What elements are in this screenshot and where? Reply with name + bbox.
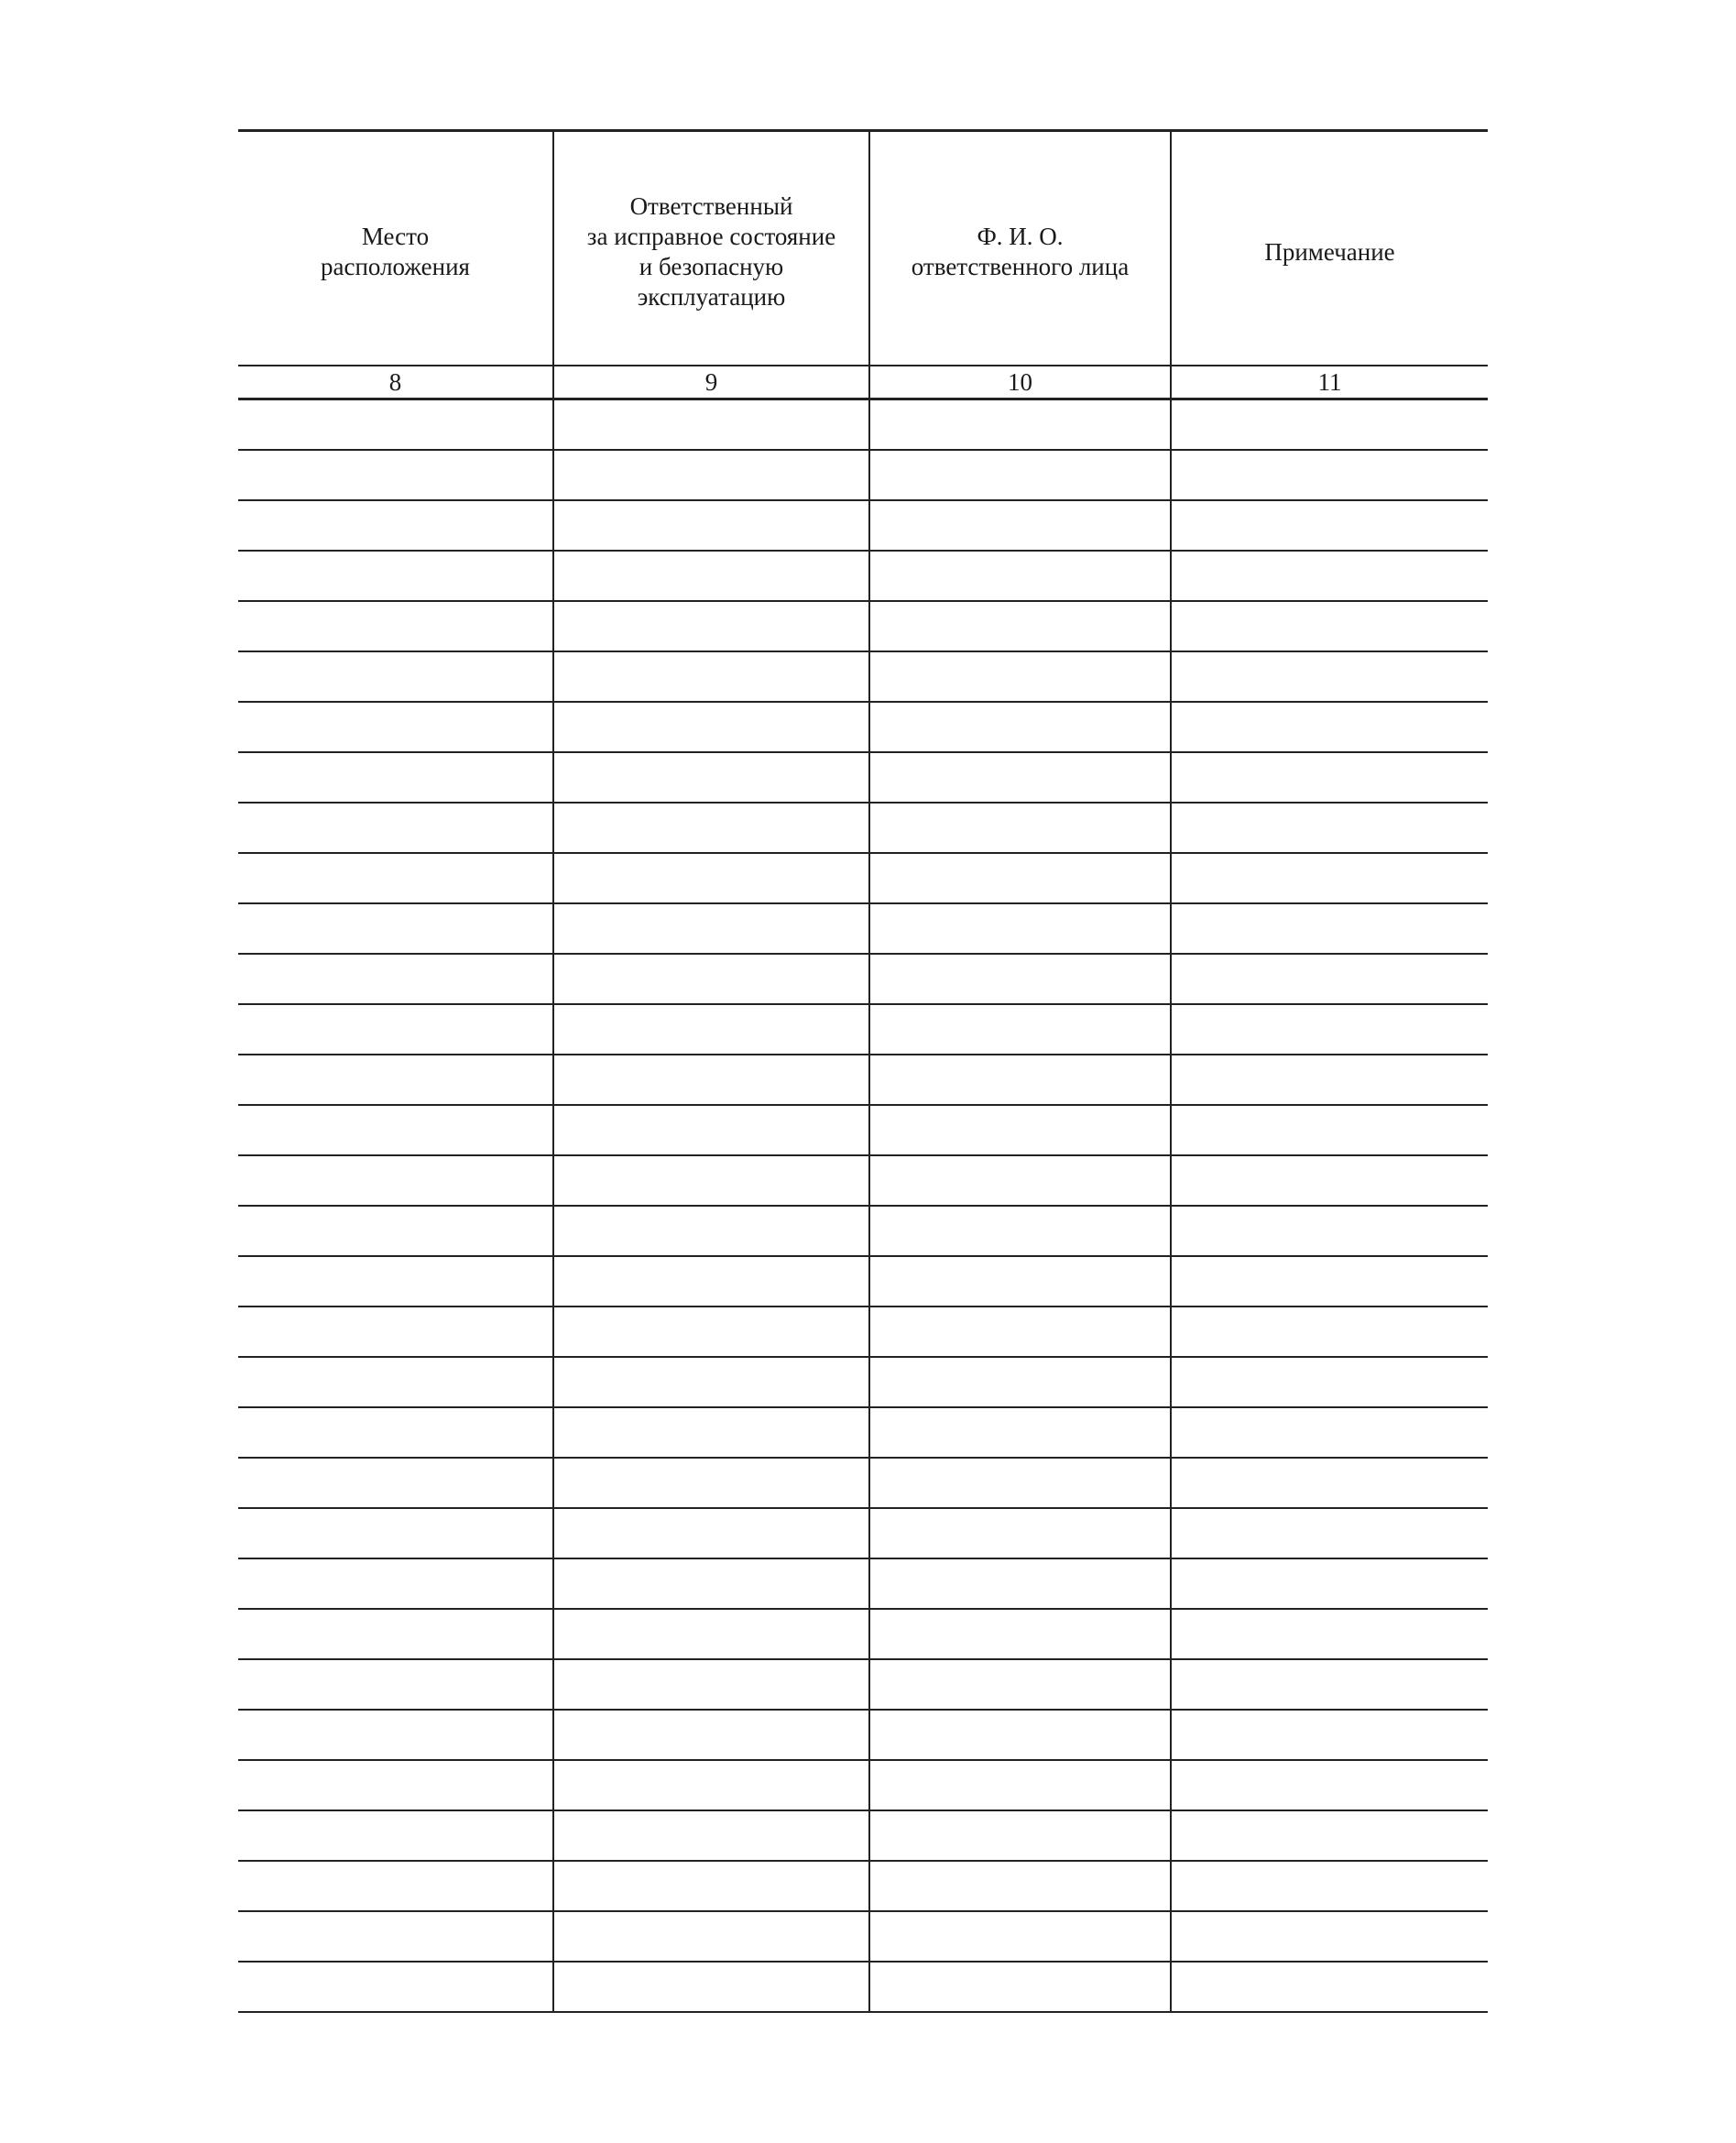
table-row [238, 903, 1488, 954]
table-cell[interactable] [553, 1911, 869, 1962]
table-cell[interactable] [1171, 1105, 1488, 1155]
table-cell[interactable] [553, 803, 869, 853]
register-body [238, 399, 1488, 2013]
table-cell[interactable] [869, 1558, 1171, 1609]
table-cell[interactable] [869, 1458, 1171, 1508]
table-row [238, 803, 1488, 853]
table-cell[interactable] [1171, 853, 1488, 903]
table-cell[interactable] [869, 1609, 1171, 1659]
table-cell[interactable] [238, 1105, 553, 1155]
table-cell[interactable] [869, 1004, 1171, 1055]
table-cell[interactable] [238, 702, 553, 752]
table-cell[interactable] [1171, 702, 1488, 752]
table-cell[interactable] [553, 1508, 869, 1558]
column-number: 10 [869, 366, 1171, 399]
table-cell[interactable] [1171, 1810, 1488, 1861]
table-cell[interactable] [869, 1508, 1171, 1558]
table-cell[interactable] [238, 1609, 553, 1659]
table-cell[interactable] [1171, 1407, 1488, 1458]
table-row [238, 1659, 1488, 1710]
register-table [238, 129, 1488, 2013]
table-cell[interactable] [238, 1307, 553, 1357]
table-cell[interactable] [553, 1962, 869, 2012]
table-row [238, 1155, 1488, 1206]
table-cell[interactable] [1171, 1055, 1488, 1105]
table-cell[interactable] [238, 1206, 553, 1256]
table-cell[interactable] [1171, 500, 1488, 551]
table-cell[interactable] [238, 1458, 553, 1508]
table-row [238, 601, 1488, 651]
column-number: 8 [238, 366, 553, 399]
column-header-location: Место расположения [238, 131, 553, 366]
table-cell[interactable] [869, 1206, 1171, 1256]
table-cell[interactable] [869, 1155, 1171, 1206]
table-row [238, 1055, 1488, 1105]
table-row [238, 954, 1488, 1004]
table-cell[interactable] [1171, 803, 1488, 853]
table-cell[interactable] [1171, 1911, 1488, 1962]
table-cell[interactable] [1171, 1760, 1488, 1810]
table-cell[interactable] [553, 1861, 869, 1911]
table-cell[interactable] [553, 1407, 869, 1458]
table-cell[interactable] [1171, 1710, 1488, 1760]
table-cell[interactable] [869, 853, 1171, 903]
table-cell[interactable] [869, 500, 1171, 551]
table-cell[interactable] [238, 1256, 553, 1307]
table-cell[interactable] [1171, 752, 1488, 803]
table-cell[interactable] [238, 399, 553, 451]
table-cell[interactable] [1171, 1307, 1488, 1357]
table-cell[interactable] [1171, 903, 1488, 954]
table-cell[interactable] [238, 803, 553, 853]
table-cell[interactable] [1171, 450, 1488, 500]
table-row [238, 399, 1488, 451]
table-cell[interactable] [553, 601, 869, 651]
table-cell[interactable] [1171, 1861, 1488, 1911]
table-cell[interactable] [869, 1911, 1171, 1962]
table-cell[interactable] [869, 1710, 1171, 1760]
register-page [238, 129, 1488, 2013]
table-cell[interactable] [1171, 1962, 1488, 2012]
column-number-row [238, 366, 1488, 399]
table-cell[interactable] [553, 1155, 869, 1206]
table-row [238, 1911, 1488, 1962]
table-cell[interactable] [869, 1307, 1171, 1357]
table-cell[interactable] [869, 1256, 1171, 1307]
table-cell[interactable] [1171, 1508, 1488, 1558]
table-cell[interactable] [1171, 1659, 1488, 1710]
table-cell[interactable] [238, 1911, 553, 1962]
table-cell[interactable] [238, 1357, 553, 1407]
table-cell[interactable] [238, 903, 553, 954]
table-row [238, 1105, 1488, 1155]
table-cell[interactable] [553, 1357, 869, 1407]
table-cell[interactable] [553, 1105, 869, 1155]
table-cell[interactable] [869, 702, 1171, 752]
table-cell[interactable] [869, 1760, 1171, 1810]
table-cell[interactable] [238, 752, 553, 803]
table-cell[interactable] [553, 752, 869, 803]
table-cell[interactable] [553, 399, 869, 451]
table-cell[interactable] [869, 752, 1171, 803]
table-cell[interactable] [553, 1659, 869, 1710]
table-row [238, 1558, 1488, 1609]
table-cell[interactable] [869, 1055, 1171, 1105]
table-cell[interactable] [1171, 1558, 1488, 1609]
table-row [238, 1407, 1488, 1458]
table-cell[interactable] [238, 1407, 553, 1458]
table-row [238, 853, 1488, 903]
table-cell[interactable] [553, 1710, 869, 1760]
table-cell[interactable] [238, 450, 553, 500]
table-cell[interactable] [869, 450, 1171, 500]
table-cell[interactable] [1171, 651, 1488, 702]
table-row [238, 1609, 1488, 1659]
table-cell[interactable] [869, 1962, 1171, 2012]
table-cell[interactable] [553, 853, 869, 903]
table-cell[interactable] [553, 1206, 869, 1256]
table-cell[interactable] [553, 903, 869, 954]
column-number: 11 [1171, 366, 1488, 399]
table-cell[interactable] [553, 954, 869, 1004]
table-row [238, 1206, 1488, 1256]
table-cell[interactable] [238, 1962, 553, 2012]
table-cell[interactable] [238, 853, 553, 903]
table-cell[interactable] [553, 1004, 869, 1055]
table-row [238, 1004, 1488, 1055]
table-cell[interactable] [553, 1256, 869, 1307]
table-row [238, 1458, 1488, 1508]
table-cell[interactable] [1171, 1458, 1488, 1508]
column-header-note: Примечание [1171, 131, 1488, 366]
table-row [238, 1256, 1488, 1307]
table-cell[interactable] [869, 1357, 1171, 1407]
table-cell[interactable] [869, 903, 1171, 954]
table-row [238, 1810, 1488, 1861]
header-row [238, 131, 1488, 366]
table-cell[interactable] [553, 651, 869, 702]
table-cell[interactable] [238, 1810, 553, 1861]
table-cell[interactable] [869, 399, 1171, 451]
table-cell[interactable] [238, 601, 553, 651]
table-cell[interactable] [869, 803, 1171, 853]
table-cell[interactable] [553, 551, 869, 601]
table-cell[interactable] [553, 702, 869, 752]
table-cell[interactable] [238, 1659, 553, 1710]
table-row [238, 651, 1488, 702]
table-cell[interactable] [1171, 1206, 1488, 1256]
table-cell[interactable] [869, 551, 1171, 601]
table-cell[interactable] [553, 1307, 869, 1357]
table-cell[interactable] [1171, 1357, 1488, 1407]
table-cell[interactable] [553, 450, 869, 500]
table-cell[interactable] [869, 1659, 1171, 1710]
table-cell[interactable] [869, 1407, 1171, 1458]
table-cell[interactable] [238, 1710, 553, 1760]
column-header-responsible: Ответственный за исправное состояние и безопасную эксплуатацию [553, 131, 869, 366]
table-cell[interactable] [238, 1508, 553, 1558]
table-cell[interactable] [553, 500, 869, 551]
table-row [238, 752, 1488, 803]
table-cell[interactable] [238, 1861, 553, 1911]
table-cell[interactable] [553, 1558, 869, 1609]
table-row [238, 500, 1488, 551]
table-cell[interactable] [869, 1861, 1171, 1911]
table-row [238, 1307, 1488, 1357]
table-row [238, 1710, 1488, 1760]
table-cell[interactable] [1171, 1609, 1488, 1659]
table-cell[interactable] [238, 1004, 553, 1055]
column-header-full-name: Ф. И. О. ответственного лица [869, 131, 1171, 366]
table-cell[interactable] [238, 500, 553, 551]
column-number: 9 [553, 366, 869, 399]
table-cell[interactable] [238, 1760, 553, 1810]
table-cell[interactable] [1171, 954, 1488, 1004]
table-cell[interactable] [869, 1810, 1171, 1861]
table-cell[interactable] [1171, 1004, 1488, 1055]
table-row [238, 1508, 1488, 1558]
table-row [238, 1760, 1488, 1810]
table-cell[interactable] [1171, 551, 1488, 601]
table-row [238, 1861, 1488, 1911]
table-row [238, 551, 1488, 601]
table-cell[interactable] [553, 1760, 869, 1810]
table-cell[interactable] [553, 1055, 869, 1105]
table-cell[interactable] [869, 651, 1171, 702]
table-cell[interactable] [238, 954, 553, 1004]
table-cell[interactable] [869, 1105, 1171, 1155]
table-cell[interactable] [869, 601, 1171, 651]
table-cell[interactable] [238, 551, 553, 601]
table-row [238, 1357, 1488, 1407]
table-cell[interactable] [238, 1155, 553, 1206]
table-cell[interactable] [869, 954, 1171, 1004]
table-cell[interactable] [238, 1055, 553, 1105]
table-cell[interactable] [553, 1458, 869, 1508]
table-cell[interactable] [1171, 1155, 1488, 1206]
table-cell[interactable] [238, 651, 553, 702]
table-cell[interactable] [1171, 399, 1488, 451]
table-cell[interactable] [553, 1609, 869, 1659]
table-row [238, 1962, 1488, 2012]
table-cell[interactable] [1171, 601, 1488, 651]
table-cell[interactable] [1171, 1256, 1488, 1307]
table-cell[interactable] [238, 1558, 553, 1609]
table-row [238, 702, 1488, 752]
table-row [238, 450, 1488, 500]
table-cell[interactable] [553, 1810, 869, 1861]
